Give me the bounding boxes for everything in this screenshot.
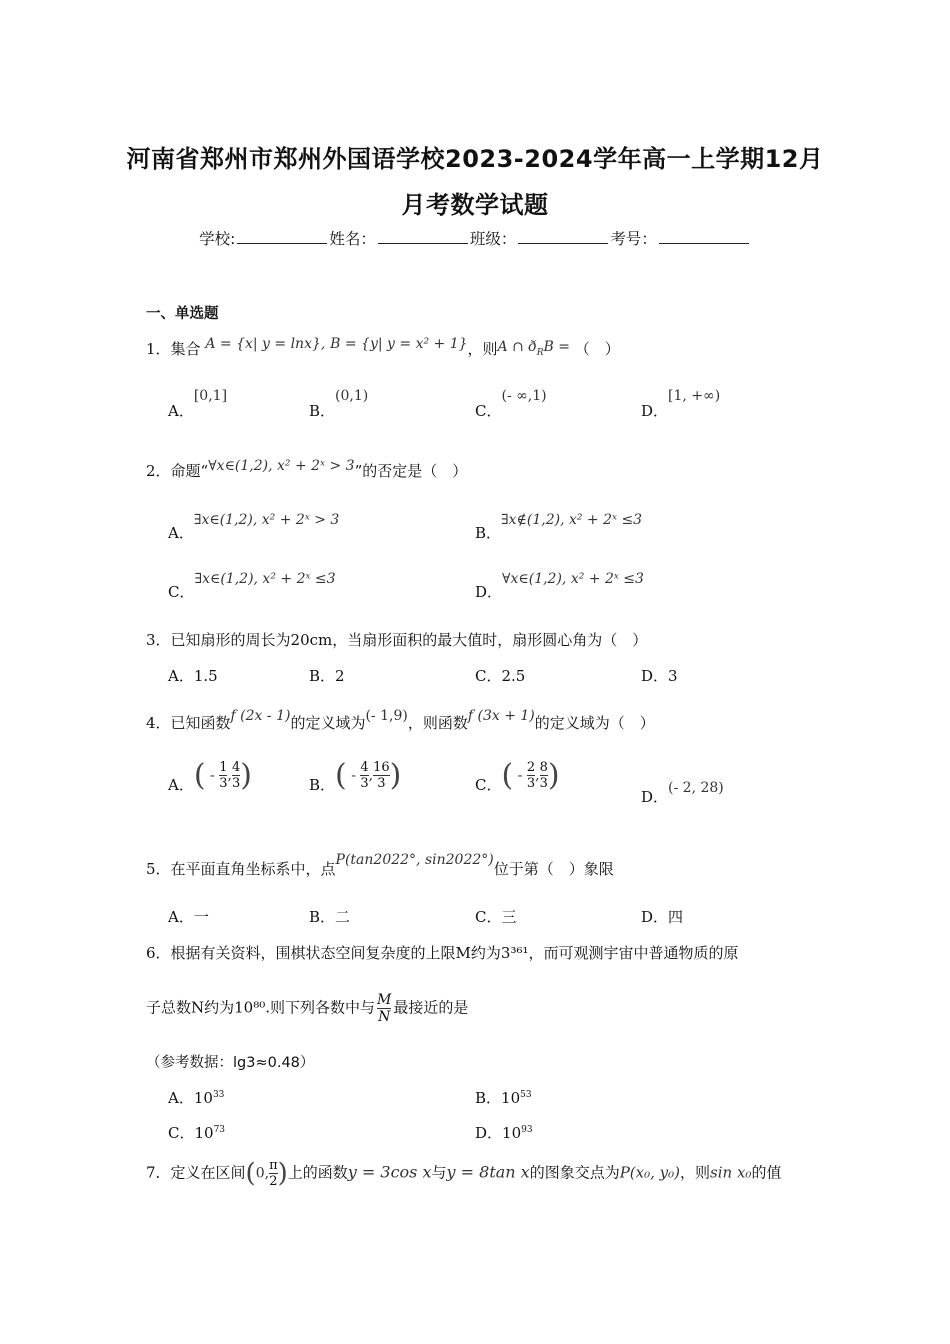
q7-interval-left: 0, [255, 1165, 270, 1182]
number-label: 考号： [610, 230, 657, 248]
q3-option-d[interactable] [641, 665, 678, 686]
open-paren: ( [501, 758, 514, 793]
q7-mid2: 与 [431, 1163, 447, 1182]
q2-option-a[interactable] [168, 508, 340, 542]
option-label: C． [475, 402, 502, 420]
q2-option-c[interactable] [168, 567, 336, 601]
q2-expr: ∀x∈(1,2), x² + 2ˣ > 3 [208, 458, 355, 474]
q4-option-c[interactable]: C．( - $\frac{2}{3}$ , $\frac{8}{3}$ ) [475, 758, 560, 794]
q4-mid2: ，则函数 [407, 714, 468, 732]
option-value: 一 [193, 908, 209, 926]
option-value: (- 2, 28) [668, 780, 724, 796]
option-label: D． [641, 788, 669, 806]
q5-option-a[interactable] [168, 906, 209, 927]
q4-domain: (- 1,9) [365, 708, 408, 724]
fraction: $\frac{4}{3}$ [231, 760, 241, 791]
open-paren: ( [245, 1158, 256, 1189]
q2-prefix: 2．命题“ [146, 462, 209, 480]
q1-option-c[interactable] [475, 384, 547, 420]
q7-f2: y = 8tan x [446, 1162, 530, 1182]
q2-suffix: ”的否定是（ ） [354, 462, 468, 480]
exam-title-line2: 月考数学试题 [401, 191, 549, 219]
q1-expr-tail: B = [543, 339, 570, 355]
fraction: $\frac{4}{3}$ [360, 760, 369, 791]
option-value: 1.5 [193, 667, 218, 685]
q1-tail: （ ） [574, 340, 620, 358]
question-1 [146, 338, 620, 361]
q5-option-c[interactable] [475, 906, 517, 927]
q6-option-c[interactable] [168, 1122, 225, 1143]
option-label: D． [641, 667, 669, 685]
close-paren: ) [389, 758, 402, 793]
q7-point: P(x₀, y₀) [619, 1163, 681, 1182]
q3-option-a[interactable] [168, 665, 218, 686]
option-label: B． [309, 908, 336, 926]
q6-line2-suffix: 最接近的是 [393, 998, 469, 1017]
q4-option-d[interactable] [641, 776, 724, 806]
student-info-line [0, 227, 950, 249]
option-label: A． [168, 775, 194, 794]
close-paren: ) [547, 758, 560, 793]
q6-line2-prefix: 子总数N约为10⁸⁰.则下列各数中与 [146, 998, 376, 1017]
fraction: $\frac{16}{3}$ [373, 760, 390, 791]
q3-option-c[interactable] [475, 665, 525, 686]
q1-option-a[interactable] [168, 384, 228, 420]
question-3: 3．已知扇形的周长为20cm，当扇形面积的最大值时，扇形圆心角为（ ） [146, 631, 648, 649]
q4-option-a[interactable]: A．( - $\frac{1}{3}$ , $\frac{4}{3}$ ) [168, 758, 252, 794]
open-paren: ( [335, 758, 347, 793]
q7-mid3: 的图象交点为 [529, 1163, 620, 1182]
question-6-line1: 6．根据有关资料，围棋状态空间复杂度的上限M约为3³⁶¹，而可观测宇宙中普通物质的原 [146, 944, 739, 962]
school-blank[interactable] [237, 229, 327, 244]
option-exp: 73 [213, 1125, 226, 1135]
q7-expr: sin x₀ [710, 1163, 752, 1182]
option-label: A． [168, 524, 194, 542]
option-label: B． [309, 667, 336, 685]
option-label: A． [168, 667, 194, 685]
q6-option-d[interactable] [475, 1122, 533, 1143]
option-base: 10 [502, 1124, 522, 1142]
option-label: A． [168, 1089, 194, 1107]
q5-point: P(tan2022°, sin2022°) [335, 852, 494, 868]
q2-option-d[interactable] [475, 567, 644, 601]
school-label: 学校: [199, 230, 236, 248]
option-label: B． [475, 1089, 502, 1107]
fraction: $\frac{1}{3}$ [219, 760, 228, 791]
option-label: A． [168, 908, 194, 926]
q4-option-b[interactable]: B．( - $\frac{4}{3}$ , $\frac{16}{3}$ ) [309, 758, 402, 794]
option-value: 三 [501, 908, 517, 926]
q7-suffix: 的值 [751, 1163, 782, 1182]
fraction: $\frac{2}{3}$ [526, 760, 536, 791]
q5-option-d[interactable] [641, 906, 683, 927]
q1-expr [497, 339, 570, 358]
q1-expr-sub: R [536, 347, 544, 358]
class-label: 班级： [469, 230, 517, 248]
question-7 [146, 1158, 781, 1189]
question-4 [146, 708, 655, 733]
option-value: ∃x∉(1,2), x² + 2ˣ ≤3 [501, 512, 643, 528]
option-label: C． [168, 583, 195, 601]
option-value: ∃x∈(1,2), x² + 2ˣ > 3 [193, 512, 340, 528]
q7-f1: y = 3cos x [347, 1162, 432, 1182]
class-blank[interactable] [518, 229, 608, 244]
option-value: [0,1] [193, 388, 228, 404]
question-2 [146, 460, 467, 481]
option-value: 四 [668, 908, 684, 926]
name-label: 姓名： [329, 230, 376, 248]
q6-fraction: $\frac{M}{N}$ [377, 992, 392, 1025]
option-exp: 33 [212, 1090, 225, 1100]
q2-option-b[interactable] [475, 508, 643, 542]
option-label: D． [475, 1124, 503, 1142]
q1-expr-main: A ∩ ð [497, 339, 537, 355]
name-blank[interactable] [378, 229, 468, 244]
q3-option-b[interactable] [309, 665, 345, 686]
q6-hint: （参考数据：lg3≈0.48） [146, 1055, 315, 1071]
option-base: 10 [193, 1089, 213, 1107]
q7-fraction: $\frac{\pi}{2}$ [269, 1158, 278, 1189]
close-paren: ) [240, 758, 252, 793]
q1-sep: , [320, 336, 326, 352]
option-label: D． [641, 402, 669, 420]
option-value: ∀x∈(1,2), x² + 2ˣ ≤3 [502, 571, 644, 587]
option-exp: 93 [521, 1125, 533, 1135]
section-heading: 一、单选题 [146, 306, 219, 322]
fraction: $\frac{8}{3}$ [539, 760, 548, 791]
q6-option-a[interactable] [168, 1087, 224, 1108]
q7-prefix: 7．定义在区间 [146, 1163, 246, 1182]
q1-set-a: A = {x| y = lnx} [205, 336, 321, 352]
option-value: ∃x∈(1,2), x² + 2ˣ ≤3 [194, 571, 336, 587]
close-paren: ) [277, 1158, 288, 1189]
option-value: 二 [335, 908, 351, 926]
q1-set-b: B = {y| y = x² + 1} [330, 336, 468, 352]
q5-option-b[interactable] [309, 906, 350, 927]
question-5 [146, 852, 614, 879]
q1-prefix: 1．集合 [146, 340, 201, 358]
option-label: C． [475, 775, 502, 794]
option-label: C． [475, 667, 502, 685]
option-base: 10 [501, 1089, 521, 1107]
option-value: (- ∞,1) [501, 388, 547, 404]
option-label: A． [168, 402, 194, 420]
q7-mid1: 上的函数 [287, 1163, 348, 1182]
option-value: (0,1) [335, 388, 369, 404]
option-label: B． [309, 775, 336, 794]
option-label: D． [641, 908, 669, 926]
option-label: B． [309, 402, 336, 420]
option-value: 2.5 [501, 667, 526, 685]
option-base: 10 [194, 1124, 214, 1142]
option-value: [1, +∞) [668, 388, 721, 404]
q4-f2: f (3x + 1) [467, 708, 535, 724]
option-label: C． [475, 908, 502, 926]
q4-suffix: 的定义域为（ ） [534, 714, 655, 732]
q7-mid4: ，则 [680, 1163, 711, 1182]
number-blank[interactable] [659, 229, 749, 244]
q4-f1: f (2x - 1) [230, 708, 291, 724]
q1-mid: ，则 [467, 340, 498, 358]
option-label: B． [475, 524, 502, 542]
option-value: 3 [668, 667, 678, 685]
q5-suffix: 位于第（ ）象限 [493, 860, 614, 878]
q4-prefix: 4．已知函数 [146, 714, 231, 732]
option-exp: 53 [520, 1090, 532, 1100]
q5-prefix: 5．在平面直角坐标系中，点 [146, 860, 336, 878]
option-label: D． [475, 583, 503, 601]
question-6-line2 [146, 992, 468, 1025]
q1-option-d[interactable] [641, 384, 721, 420]
option-value: 2 [335, 667, 345, 685]
open-paren: ( [193, 758, 206, 793]
q1-option-b[interactable] [309, 384, 369, 420]
q6-option-b[interactable] [475, 1087, 532, 1108]
option-label: C． [168, 1124, 195, 1142]
q4-mid1: 的定义域为 [290, 714, 366, 732]
exam-title-line1: 河南省郑州市郑州外国语学校2023-2024学年高一上学期12月 [126, 145, 824, 173]
